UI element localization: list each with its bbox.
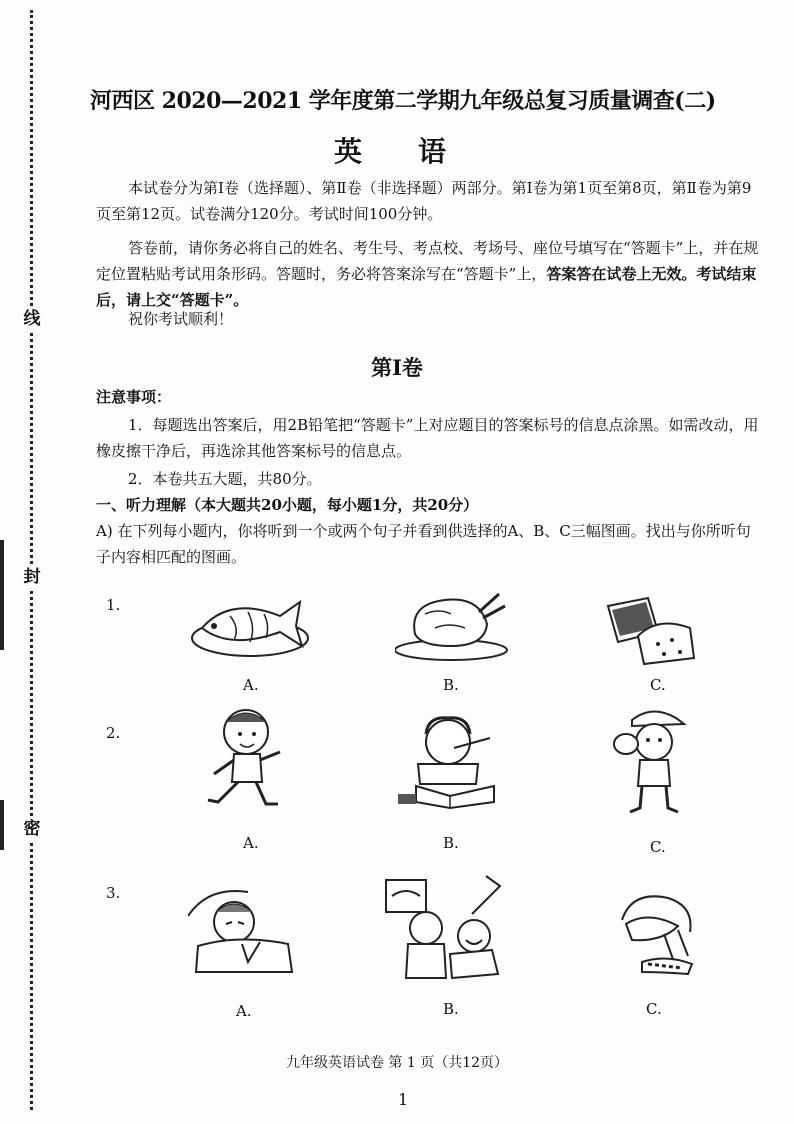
studying-boy-icon xyxy=(398,704,508,814)
exam-title: 河西区 2020—2021 学年度第二学期九年级总复习质量调查(二) xyxy=(90,88,716,114)
option-b-label: B. xyxy=(443,676,459,694)
section-title: 第Ⅰ卷 xyxy=(371,355,423,380)
intro-paragraph-1: 本试卷分为第Ⅰ卷（选择题）、第Ⅱ卷（非选择题）两部分。第Ⅰ卷为第1页至第8页，第Ⅱ卷为第9页至第12页。试卷满分120分。考试时间100分钟。 xyxy=(96,179,752,223)
subject-title: 英 语 xyxy=(333,135,460,168)
notice-2: 2．本卷共五大题，共80分。 xyxy=(128,470,322,488)
sick-in-bed-icon xyxy=(188,886,298,976)
binding-char-xian: 线 xyxy=(23,309,41,329)
roast-chicken-icon xyxy=(395,584,515,664)
bread-icon xyxy=(598,588,718,668)
option-c-label: C. xyxy=(646,1000,662,1018)
part1-title: 一、听力理解（本大题共20小题，每小题1分，共20分） xyxy=(96,496,479,514)
question-number: 3. xyxy=(106,884,121,902)
question-number: 2. xyxy=(106,724,121,742)
binding-mark xyxy=(0,540,4,650)
binding-char-feng: 封 xyxy=(23,567,41,587)
part1-instruction: A) 在下列每小题内，你将听到一个或两个句子并看到供选择的A、B、C三幅图画。找出与你所听句子内容相匹配的图画。 xyxy=(96,522,751,566)
option-b-label: B. xyxy=(443,1000,459,1018)
dentist-icon xyxy=(382,874,506,982)
running-boy-icon xyxy=(200,704,290,814)
option-c-label: C. xyxy=(650,838,666,856)
page-footer: 九年级英语试卷 第 1 页（共12页） xyxy=(285,1055,509,1071)
page-number: 1 xyxy=(398,1090,409,1109)
hurt-foot-icon xyxy=(612,890,702,980)
option-a-label: A. xyxy=(243,834,259,852)
option-c-label: C. xyxy=(650,676,666,694)
option-b-label: B. xyxy=(443,834,459,852)
option-a-label: A. xyxy=(243,676,259,694)
fish-dish-icon xyxy=(190,588,310,668)
intro-paragraph-2 xyxy=(96,235,764,313)
intro-paragraph-2-bold: 答案答在试卷上无效。考试结束后，请上交“答题卡”。 xyxy=(96,265,757,309)
notice-1: 1．每题选出答案后，用2B铅笔把“答题卡”上对应题目的答案标号的信息点涂黑。如需改动，用橡皮擦干净后，再选涂其他答案标号的信息点。 xyxy=(96,416,759,460)
binding-dotted-line xyxy=(30,10,33,1110)
option-a-label: A. xyxy=(236,1002,252,1020)
notice-label: 注意事项： xyxy=(96,388,172,406)
intro-paragraph-2-text: 答卷前，请你务必将自己的姓名、考生号、考点校、考场号、座位号填写在“答题卡”上，并在规定位置粘贴考试用条形码。答题时，务必将答案涂写在“答题卡”上， xyxy=(96,239,759,283)
binding-char-mi: 密 xyxy=(23,819,41,839)
intro-paragraph-3: 祝你考试顺利！ xyxy=(128,310,234,328)
binding-mark xyxy=(0,800,4,850)
eating-boy-icon xyxy=(606,704,696,820)
question-number: 1. xyxy=(106,596,121,614)
